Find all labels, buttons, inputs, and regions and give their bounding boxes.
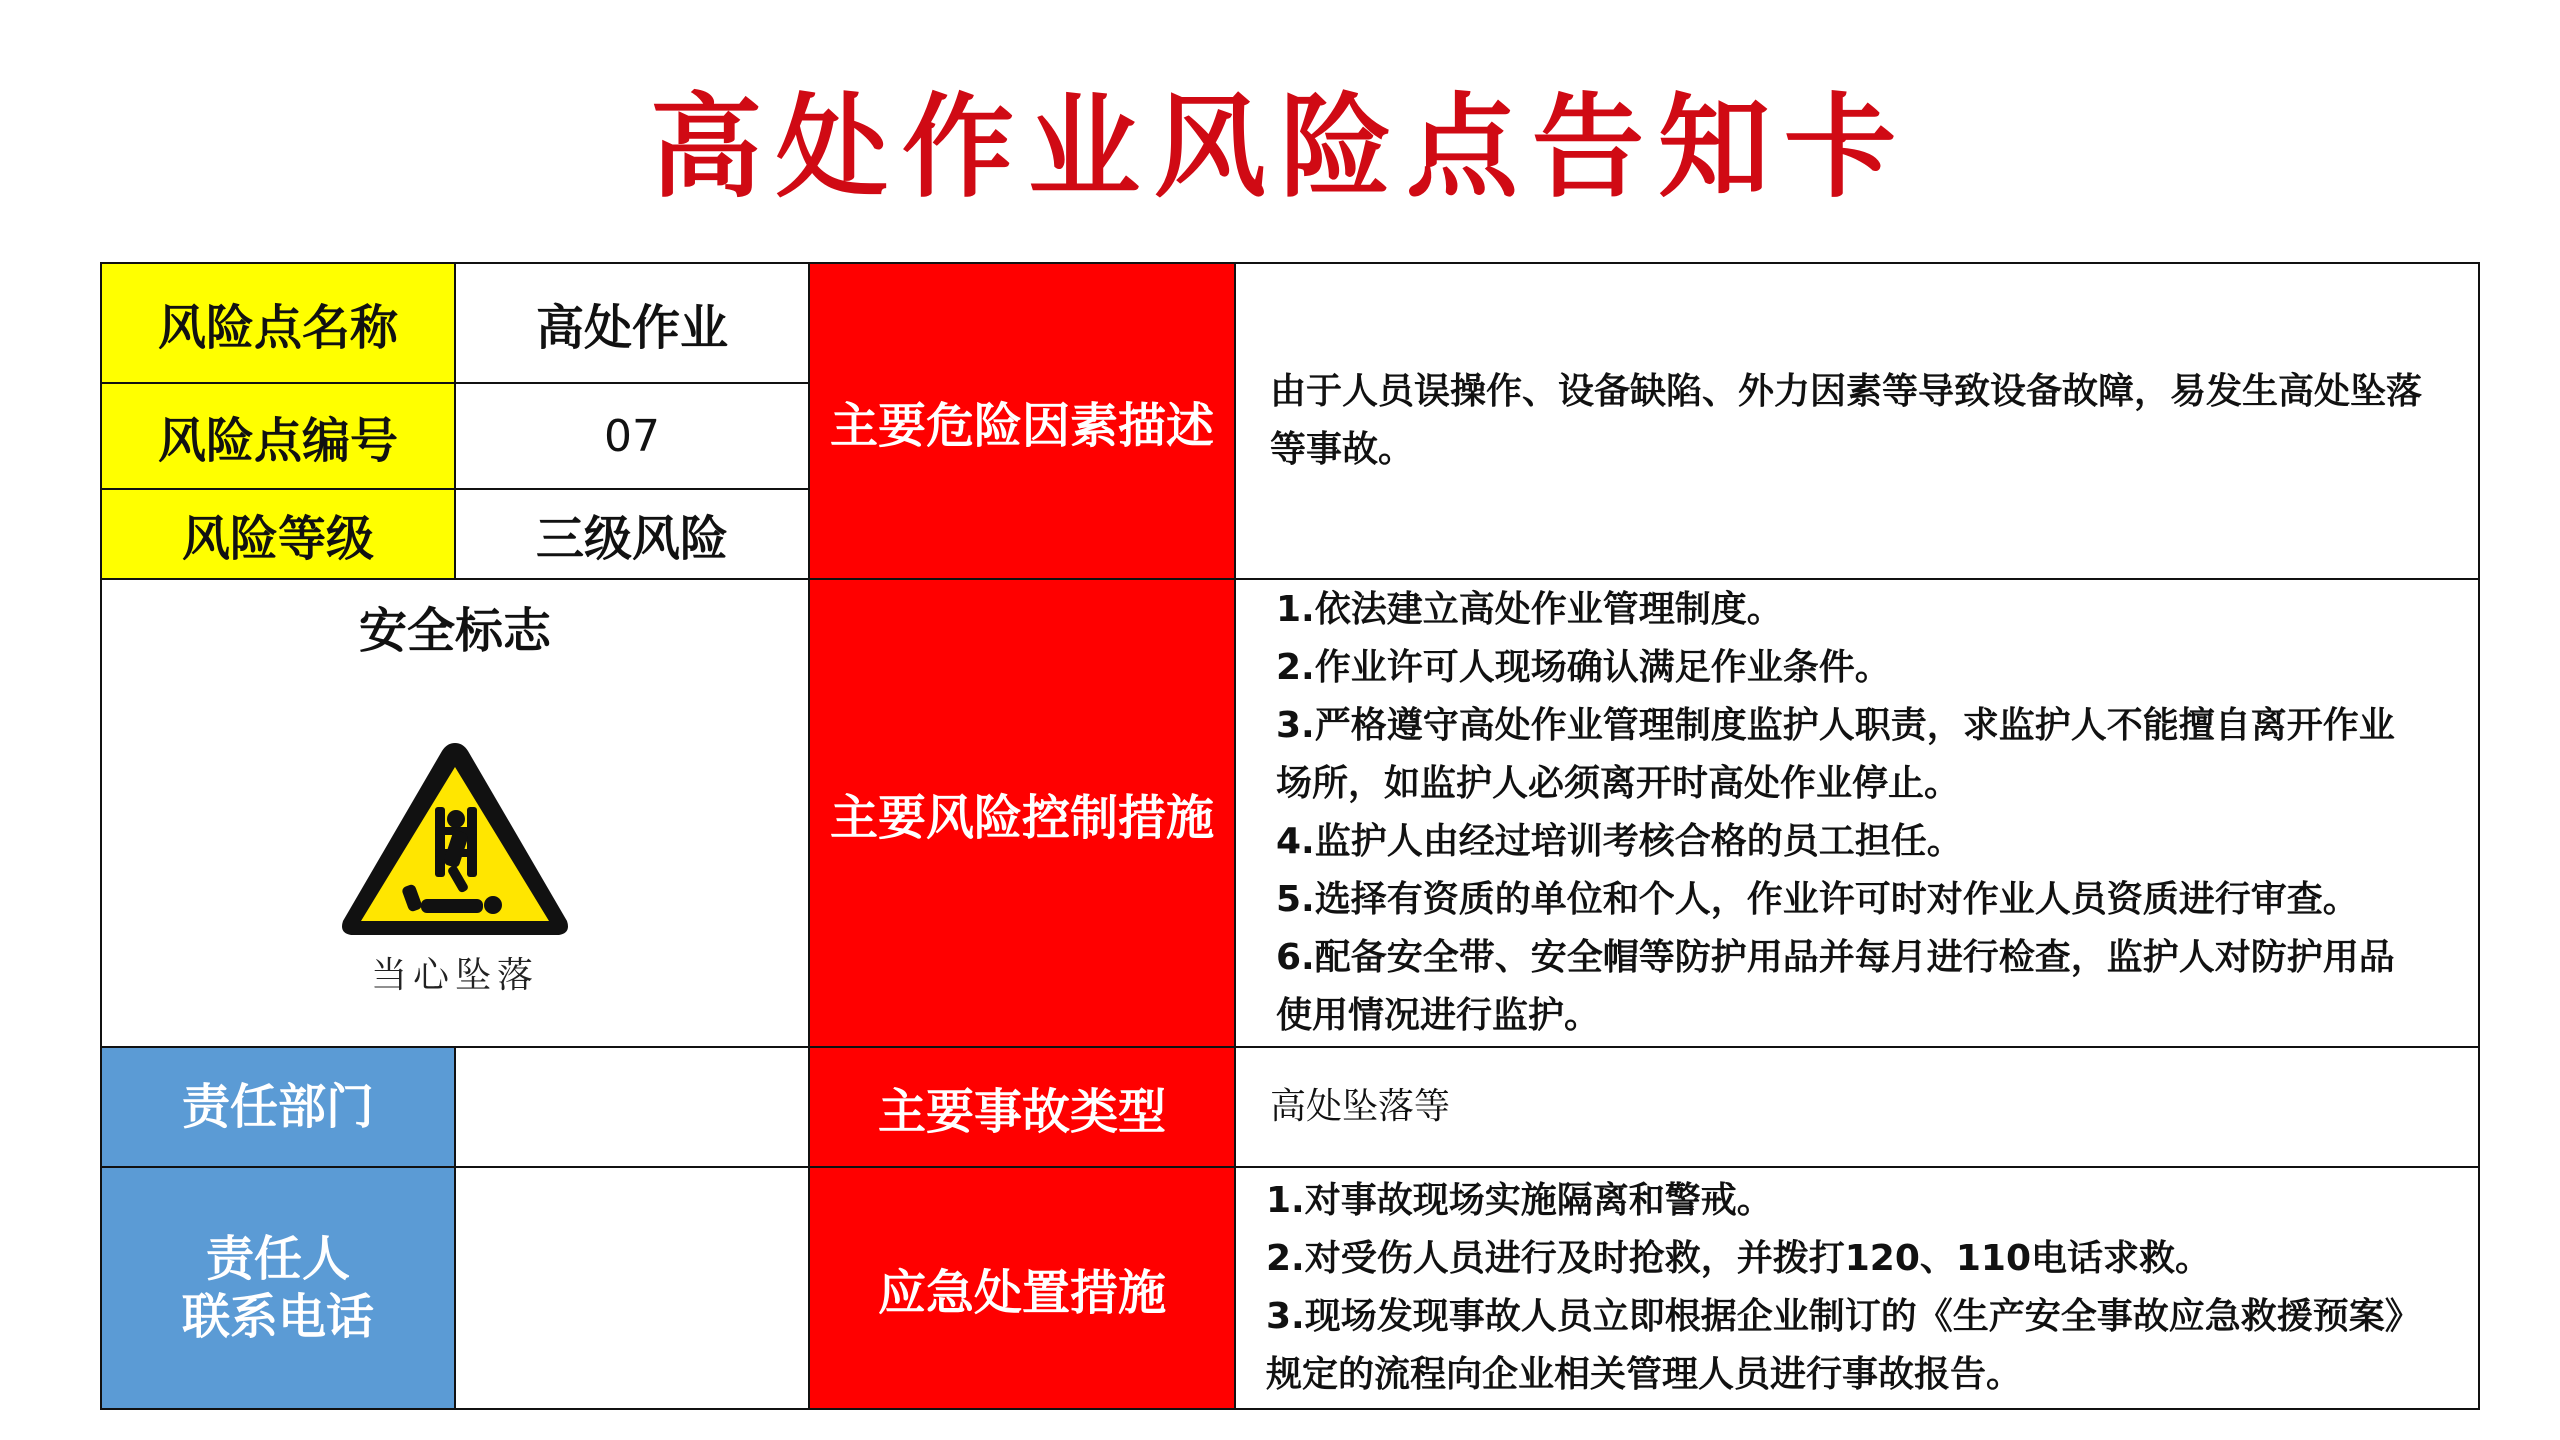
accident-type-value: 高处坠落等 <box>1234 1046 2480 1168</box>
safety-sign-title: 安全标志 <box>358 603 551 659</box>
emergency-item: 3.现场发现事故人员立即根据企业制订的《生产安全事故应急救援预案》 <box>1266 1296 2421 1337</box>
control-item: 3.严格遵守高处作业管理制度监护人职责，求监护人不能擅自离开作业 <box>1276 705 2395 746</box>
controls-list <box>1234 578 2480 1048</box>
department-value <box>454 1046 810 1168</box>
control-item: 场所，如监护人必须离开时高处作业停止。 <box>1276 763 1961 804</box>
risk-code-label: 风险点编号 <box>100 382 456 490</box>
contact-label-line1: 责任人 <box>205 1231 350 1287</box>
department-label: 责任部门 <box>100 1046 456 1168</box>
hazard-description: 由于人员误操作、设备缺陷、外力因素等导致设备故障，易发生高处坠落等事故。 <box>1234 262 2480 580</box>
control-item: 5.选择有资质的单位和个人，作业许可时对作业人员资质进行审查。 <box>1276 879 2359 920</box>
page-title: 高处作业风险点告知卡 <box>650 83 1910 213</box>
emergency-item: 规定的流程向企业相关管理人员进行事故报告。 <box>1266 1354 2023 1395</box>
risk-level-value: 三级风险 <box>454 488 810 580</box>
hazard-label: 主要危险因素描述 <box>808 262 1236 580</box>
emergency-item: 2.对受伤人员进行及时抢救，并拨打120、110电话求救。 <box>1266 1238 2212 1279</box>
control-item: 4.监护人由经过培训考核合格的员工担任。 <box>1276 821 1963 862</box>
safety-sign-panel <box>100 578 810 1048</box>
fall-hazard-warning-icon <box>335 735 575 945</box>
control-item: 使用情况进行监护。 <box>1276 995 1601 1036</box>
risk-name-label: 风险点名称 <box>100 262 456 384</box>
risk-code-value: 07 <box>454 382 810 490</box>
contact-value <box>454 1166 810 1410</box>
controls-label: 主要风险控制措施 <box>808 578 1236 1048</box>
risk-name-value: 高处作业 <box>454 262 810 384</box>
contact-label-line2: 联系电话 <box>181 1289 374 1345</box>
control-item: 6.配备安全带、安全帽等防护用品并每月进行检查，监护人对防护用品 <box>1276 937 2395 978</box>
control-item: 2.作业许可人现场确认满足作业条件。 <box>1276 647 1891 688</box>
emergency-list <box>1234 1166 2480 1410</box>
control-item: 1.依法建立高处作业管理制度。 <box>1276 589 1783 630</box>
emergency-label: 应急处置措施 <box>808 1166 1236 1410</box>
contact-label <box>100 1166 456 1410</box>
risk-level-label: 风险等级 <box>100 488 456 580</box>
emergency-item: 1.对事故现场实施隔离和警戒。 <box>1266 1180 1773 1221</box>
safety-sign-caption: 当心坠落 <box>370 955 539 996</box>
accident-type-label: 主要事故类型 <box>808 1046 1236 1168</box>
